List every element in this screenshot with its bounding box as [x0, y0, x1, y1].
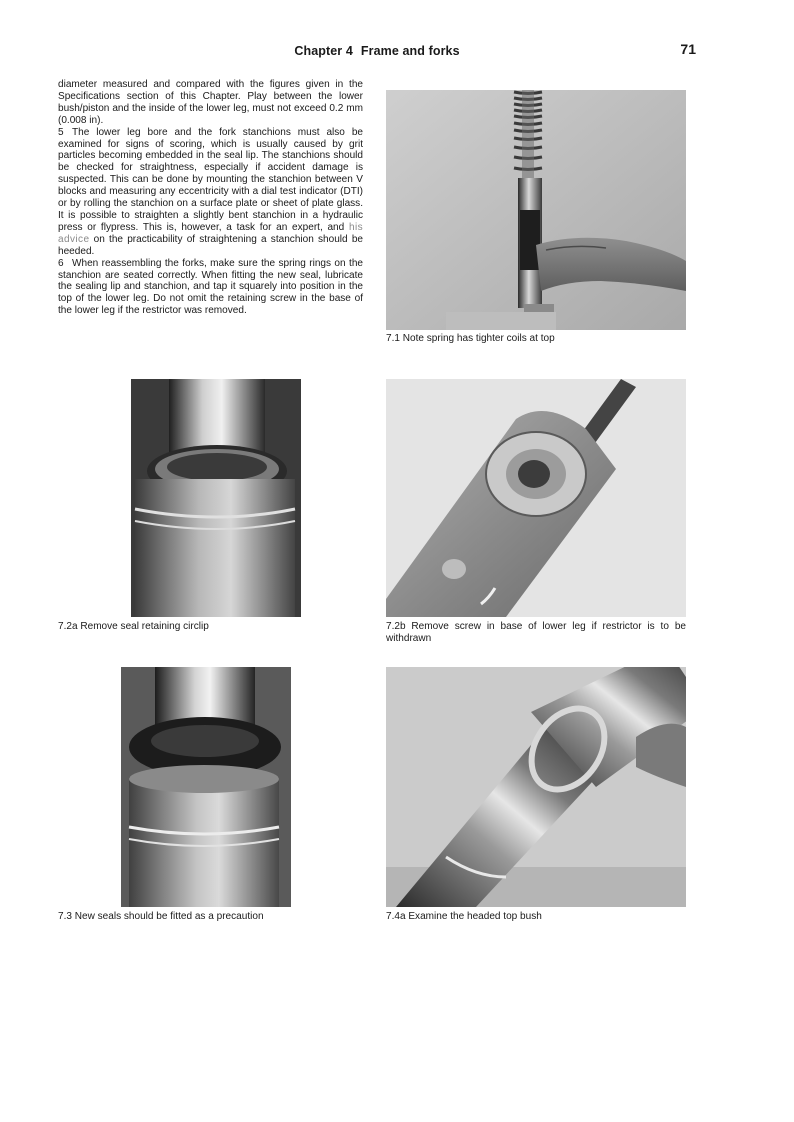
chapter-title: Frame and forks: [360, 44, 460, 58]
caption-7-4a: 7.4a Examine the headed top bush: [386, 911, 542, 922]
paragraph-number: 6: [58, 257, 64, 269]
caption-7-1: 7.1 Note spring has tighter coils at top: [386, 333, 555, 344]
paragraph-number: 5: [58, 126, 64, 138]
photo-7-2b: [386, 379, 686, 617]
photo-7-3: [121, 667, 291, 907]
paragraph-text: When reassembling the forks, make sure the spring rings on the stanchion are seated correctly. When fitting the new seal, lubricate the sealing lip and stanchion, and tap it squarely into position in the top of the lower leg. Do not omit the retaining screw in the base of the lower leg if the restrictor was removed.: [58, 257, 363, 317]
paragraph-6: [58, 258, 363, 318]
caption-7-2a: 7.2a Remove seal retaining circlip: [58, 621, 209, 632]
paragraph-continuation: diameter measured and compared with the figures given in the Specifications section of this Chapter. Play between the lower bush/piston and the inside of the lower leg, must not exceed 0.2 mm (0.008 in).: [58, 79, 363, 126]
running-header: [0, 44, 754, 58]
caption-7-2b: 7.2b Remove screw in base of lower leg if restrictor is to be withdrawn: [386, 621, 686, 644]
faded-text: his advice: [58, 221, 363, 245]
chapter-label: Chapter 4: [294, 44, 353, 58]
body-text-column: [58, 79, 363, 317]
photo-7-1: [386, 90, 686, 330]
caption-7-3: 7.3 New seals should be fitted as a precaution: [58, 911, 264, 922]
page-number: 71: [680, 41, 696, 57]
paragraph-text: on the practicability of straightening a stanchion should be heeded.: [58, 233, 363, 257]
paragraph-5: [58, 127, 363, 258]
photo-7-4a: [386, 667, 686, 907]
photo-7-2a: [131, 379, 301, 617]
paragraph-text: The lower leg bore and the fork stanchions must also be examined for signs of scoring, which is usually caused by grit particles becoming embedded in the seal lip. The stanchions should be checked for straightness, especially if accident damage is suspected. This can be done by mounting the stanchion between V blocks and measuring any eccentricity with a dial test indicator (DTI) or by rolling the stanchion on a surface plate or sheet of plate glass. It is possible to straighten a slightly bent stanchion in a hydraulic press or flypress. This is, however, a task for an expert, and: [58, 126, 363, 233]
